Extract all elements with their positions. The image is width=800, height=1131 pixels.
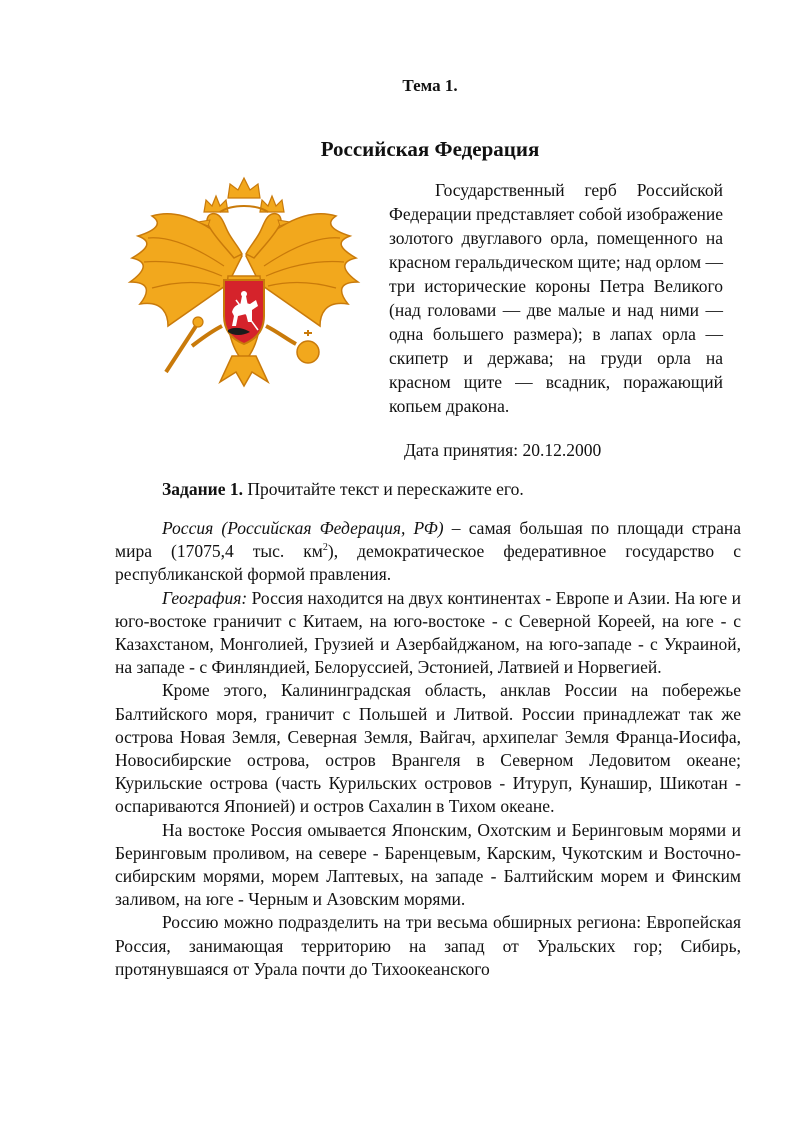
paragraph-seas: На востоке Россия омывается Японским, Охотским и Беринговым морями и Беринговым проливом, на севере - Баренцевым, Карским, Чукотским и Восточно-сибирским морями, морем Лаптевых, на западе - Балтийским морем и Финским заливом, на юге - Черным и Азовским морями. <box>115 819 741 910</box>
paragraph-regions: Россию можно подразделить на три весьма обширных региона: Европейская Россия, занимающая территорию на запад от Уральских гор; Сибирь, протянувшаяся от Урала почти до Тихоокеанского <box>115 912 741 979</box>
emblem-description-paragraph: Государственный герб Российской Федерации представляет собой изображение золотого двуглавого орла, помещенного на красном геральдическом щите; над орлом — три исторические короны Петра Великого (над головами — две малые и над ними — одна большего размера); в лапах орла — скипетр и держава; на груди орла на красном щите — всадник, поражающий копьем дракона. <box>389 180 723 416</box>
paragraph-kaliningrad: Кроме этого, Калининградская область, анклав России на побережье Балтийского моря, граничит с Польшей и Литвой. России принадлежат так же острова Новая Земля, Северная Земля, Вайгач, архипелаг Земля Франца-Иосифа, Новосибирские острова, остров Врангеля в Северном Ледовитом океане; Курильские острова (часть Курильских островов - Итуруп, Кунашир, Шикотан - оспариваются Японией) и остров Сахалин в Тихом океане. <box>115 680 741 817</box>
scepter-icon <box>166 317 203 372</box>
geography-label: География: <box>162 587 248 608</box>
red-shield-icon <box>224 280 264 344</box>
task-text: Прочитайте текст и перескажите его. <box>243 479 524 499</box>
topic-heading: Тема 1. <box>402 76 458 95</box>
paragraph-overview: Россия (Российская Федерация, РФ) – самая большая по площади страна мира (17075,4 тыс. $км^2$), демократическое федеративное государство с республиканской формой правления. <box>115 518 742 585</box>
orb-icon <box>297 330 319 363</box>
adoption-date: Дата принятия: 20.12.2000 <box>404 440 602 460</box>
country-name-italic: Россия (Российская Федерация, РФ) <box>162 518 444 538</box>
main-text <box>115 517 741 981</box>
coat-of-arms-image <box>124 176 364 388</box>
page-title: Российская Федерация <box>320 137 540 161</box>
task-label: Задание 1. <box>162 479 244 499</box>
emblem-description <box>389 178 723 418</box>
task-instruction <box>162 479 524 500</box>
paragraph-geography: География: Россия находится на двух континентах - Европе и Азии. На юге и юго-востоке граничит с Китаем, на юго-востоке - с Северной Кореей, на юге - с Казахстаном, Монголией, Грузией и Азербайджаном, на юго-западе - с Украиной, на западе - с Финляндией, Белоруссией, Эстонией, Латвией и Норвегией. <box>115 587 741 678</box>
